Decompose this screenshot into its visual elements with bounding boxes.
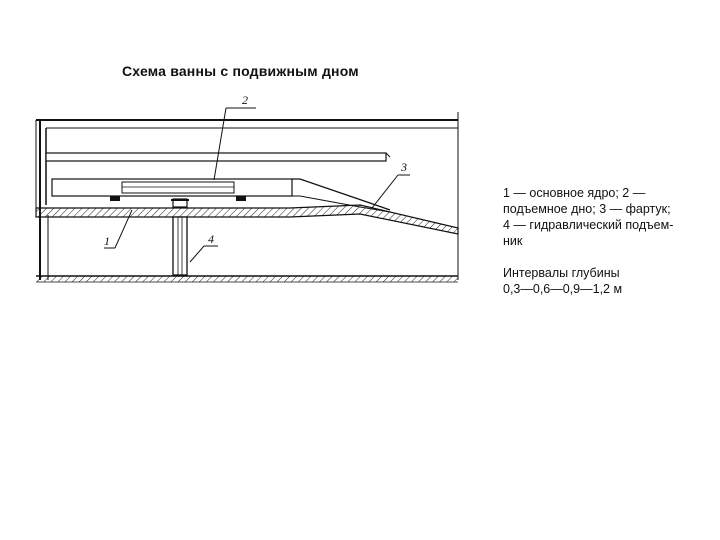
callout-1: 1 [104,234,110,248]
legend-line: ник [503,234,523,248]
intervals-values: 0,3—0,6—0,9—1,2 м [503,282,623,296]
callout-2: 2 [242,93,248,107]
main-core-slab [36,205,458,234]
legend-line: 4 — гидравлический подъем- [503,218,674,232]
diagram-title: Схема ванны с подвижным дном [122,63,359,79]
legend [503,185,713,249]
depth-intervals [503,265,713,297]
movable-floor [52,179,292,201]
legend-line: 1 — основное ядро; 2 — [503,186,646,200]
callout-3: 3 [401,160,407,174]
legend-line: подъемное дно; 3 — фартук; [503,202,671,216]
intervals-heading: Интервалы глубины [503,266,620,280]
callout-4: 4 [208,232,214,246]
ground-line [36,276,458,282]
